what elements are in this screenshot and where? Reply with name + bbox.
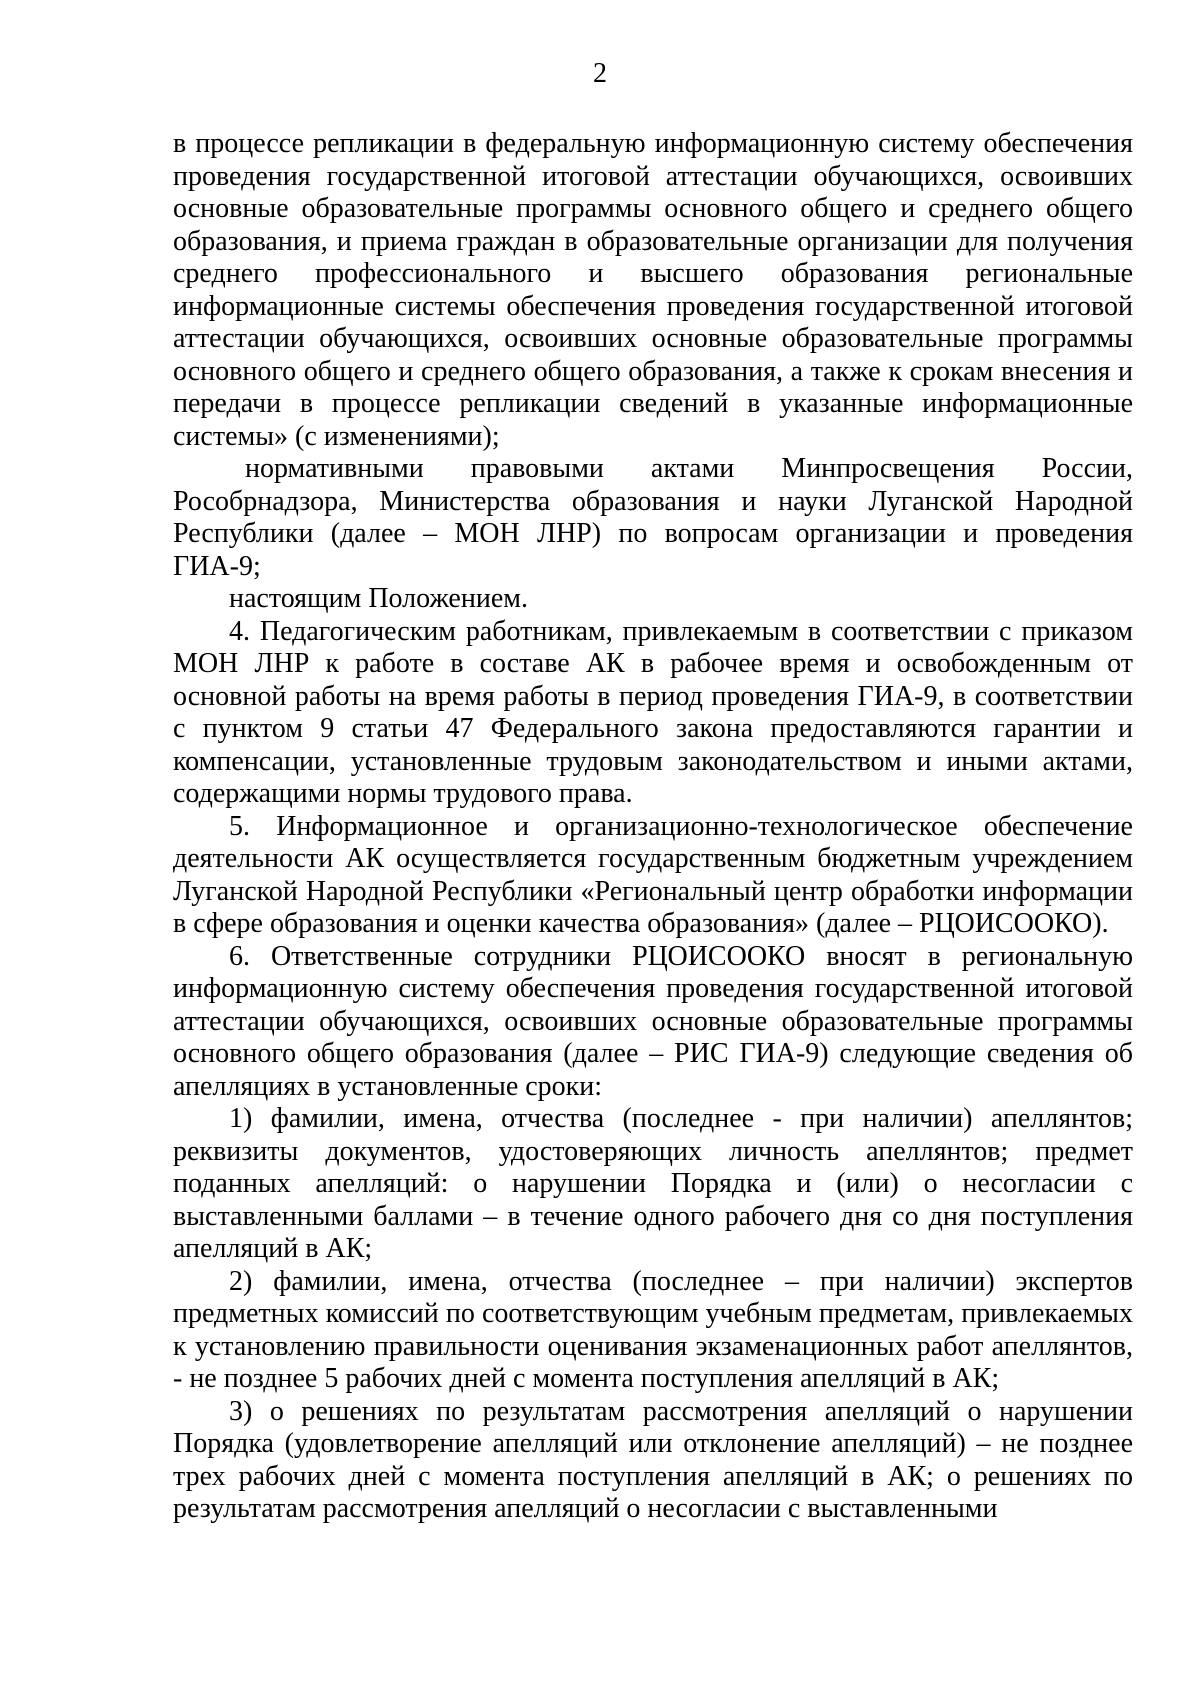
paragraph-item-6: 6. Ответственные сотрудники РЦОИСООКО вносят в региональную информационную систему обеспечения проведения государственной итоговой аттестации обучающихся, освоивших основные образовательные программы основного общего образования (далее – РИС ГИА-9) следующие сведения об апелляциях в установленные сроки: — [173, 940, 1133, 1102]
paragraph-item-4: 4. Педагогическим работникам, привлекаемым в соответствии с приказом МОН ЛНР к работе в составе АК в рабочее время и освобожденным от основной работы на время работы в период проведения ГИА-9, в соответствии с пунктом 9 статьи 47 Федерального закона предоставляются гарантии и компенсации, установленные трудовым законодательством и иными актами, содержащими нормы трудового права. — [173, 615, 1133, 809]
page-number: 2 — [593, 58, 607, 89]
document-body — [173, 128, 1133, 1526]
paragraph-subitem-2: 2) фамилии, имена, отчества (последнее – при наличии) экспертов предметных комиссий по соответствующим учебным предметам, привлекаемых к установлению правильности оценивания экзаменационных работ апеллянтов, - не позднее 5 рабочих дней с момента поступления апелляций в АК; — [173, 1265, 1133, 1394]
paragraph-continuation: в процессе репликации в федеральную информационную систему обеспечения проведения государственной итоговой аттестации обучающихся, освоивших основные образовательные программы основного общего и среднего общего образования, и приема граждан в образовательные организации для получения среднего профессионального и высшего образования региональные информационные системы обеспечения проведения государственной итоговой аттестации обучающихся, освоивших основные образовательные программы основного общего и среднего общего образования, а также к срокам внесения и передачи в процессе репликации сведений в указанные информационные системы» (с изменениями); — [173, 128, 1133, 452]
paragraph-subitem-3: 3) о решениях по результатам рассмотрения апелляций о нарушении Порядка (удовлетворение апелляций или отклонение апелляций) – не позднее трех рабочих дней с момента поступления апелляций в АК; о решениях по результатам рассмотрения апелляций о несогласии с выставленными — [173, 1395, 1133, 1524]
paragraph-subitem-1: 1) фамилии, имена, отчества (последнее - при наличии) апеллянтов; реквизиты документов, удостоверяющих личность апеллянтов; предмет поданных апелляций: о нарушении Порядка и (или) о несогласии с выставленными баллами – в течение одного рабочего дня со дня поступления апелляций в АК; — [173, 1103, 1133, 1264]
paragraph-item-5: 5. Информационное и организационно-технологическое обеспечение деятельности АК осуществляется государственным бюджетным учреждением Луганской Народной Республики «Региональный центр обработки информации в сфере образования и оценки качества образования» (далее – РЦОИСООКО). — [173, 810, 1133, 939]
paragraph-regulation: настоящим Положением. — [229, 583, 528, 614]
paragraph-normative-acts: нормативными правовыми актами Минпросвещения России, Рособрнадзора, Министерства образования и науки Луганской Народной Республики (далее – МОН ЛНР) по вопросам организации и проведения ГИА-9; — [173, 453, 1133, 582]
